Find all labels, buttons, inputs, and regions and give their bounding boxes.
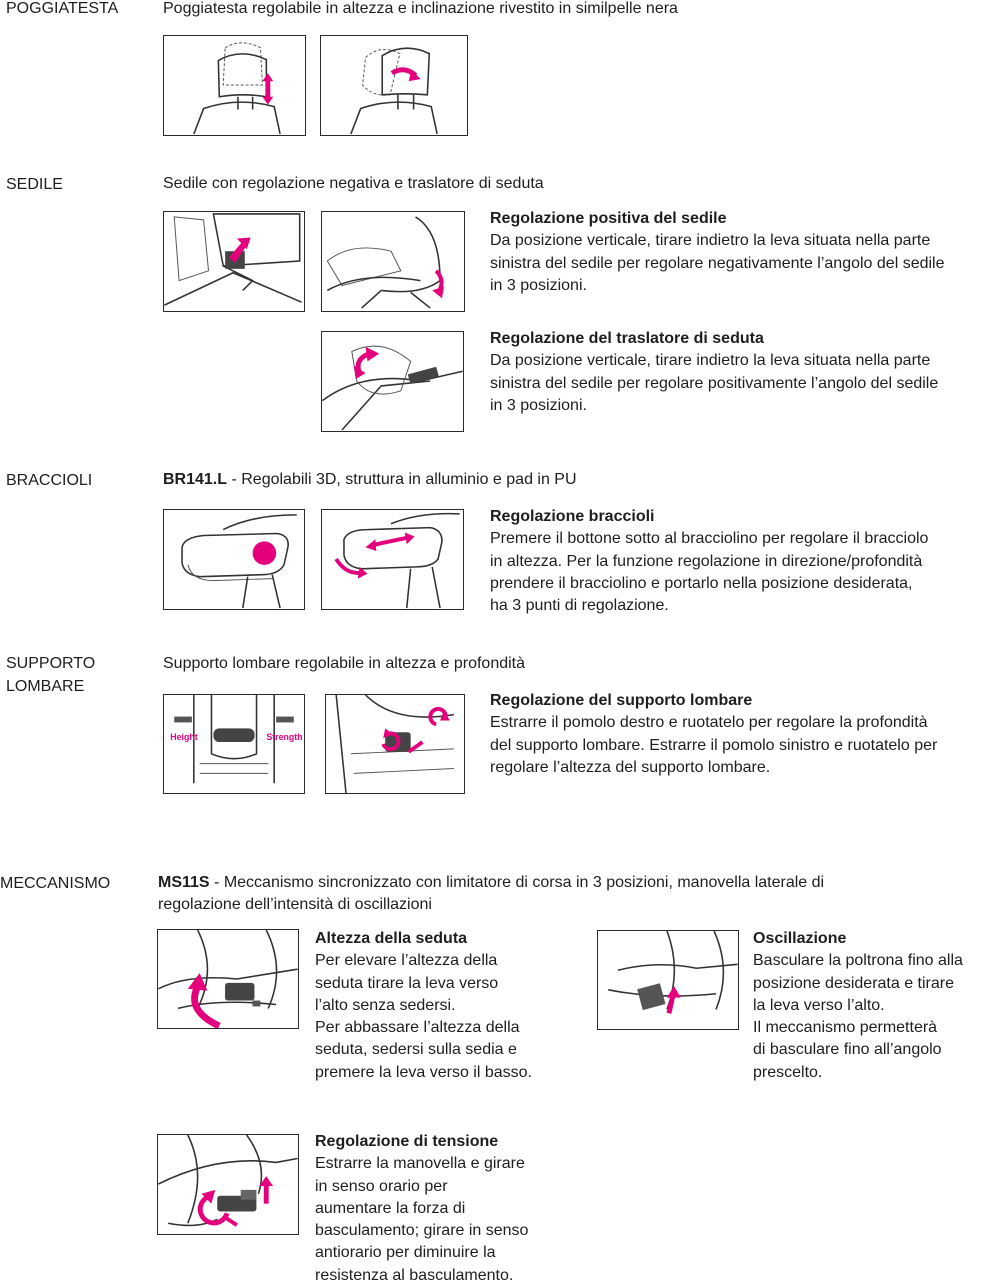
info-block-seat-height (315, 928, 532, 1084)
info-block-text: Per elevare l’altezza della seduta tirare la leva verso l’alto senza sedersi. Per abbassare l’altezza della seduta, sedersi sulla sedia e premere la leva verso il basso. (315, 952, 532, 1081)
info-block-seat-positive (490, 208, 945, 297)
info-block-oscillation (753, 928, 963, 1084)
info-block-text: Basculare la poltrona fino alla posizione desiderata e tirare la leva verso l’alto. Il meccanismo permetterà di basculare fino all’angolo prescelto. (753, 952, 963, 1081)
section-label-sedile: SEDILE (6, 176, 63, 193)
armrest-desc: - Regolabili 3D, struttura in alluminio e pad in PU (227, 471, 577, 488)
section-desc-poggiatesta: Poggiatesta regolabile in altezza e inclinazione rivestito in similpelle nera (163, 0, 678, 17)
info-block-title: Regolazione positiva del sedile (490, 210, 727, 227)
seat-lever-illustration (163, 211, 305, 312)
info-block-title: Regolazione del supporto lombare (490, 692, 753, 709)
section-desc-braccioli (163, 469, 577, 491)
seat-height-illustration (157, 929, 299, 1029)
section-label-poggiatesta: POGGIATESTA (6, 0, 119, 17)
seat-slider-illustration (321, 331, 464, 432)
section-desc-sedile: Sedile con regolazione negativa e traslatore di seduta (163, 175, 544, 192)
info-block-text: Premere il bottone sotto al bracciolino per regolare il bracciolo in altezza. Per la funzione regolazione in direzione/profondità prendere il bracciolino e portarlo nella posizione desiderata, ha 3 punti di regolazione. (490, 530, 929, 615)
info-block-title: Regolazione del traslatore di seduta (490, 330, 764, 347)
lumbar-back-illustration (163, 694, 305, 794)
section-desc-meccanismo (158, 872, 824, 916)
section-label-supporto-lombare: SUPPORTO LOMBARE (6, 655, 96, 695)
armrest-code: BR141.L (163, 471, 228, 488)
headrest-tilt-illustration (320, 35, 468, 136)
info-block-title: Regolazione di tensione (315, 1133, 499, 1150)
info-block-seat-slider (490, 328, 938, 417)
mechanism-code: MS11S (158, 874, 210, 891)
info-block-title: Oscillazione (753, 930, 847, 947)
info-block-title: Regolazione braccioli (490, 508, 655, 525)
info-block-text: Da posizione verticale, tirare indietro la leva situata nella parte sinistra del sedile per regolare positivamente l’angolo del sedile in 3 posizioni. (490, 352, 939, 414)
section-desc-supporto-lombare: Supporto lombare regolabile in altezza e profondità (163, 655, 526, 672)
strength-label: Strength (266, 732, 303, 743)
mechanism-desc: - Meccanismo sincronizzato con limitatore di corsa in 3 posizioni, manovella laterale di (209, 874, 825, 891)
info-block-armrest (490, 506, 928, 617)
headrest-height-illustration (163, 35, 306, 136)
armrest-depth-illustration (321, 509, 464, 610)
section-label-braccioli: BRACCIOLI (6, 472, 93, 489)
tilt-lock-illustration (597, 930, 739, 1030)
info-block-tension (315, 1131, 528, 1287)
lumbar-knob-illustration (325, 694, 465, 794)
info-block-title: Altezza della seduta (315, 930, 468, 947)
info-block-text: Estrarre il pomolo destro e ruotatelo per regolare la profondità del supporto lombare. Estrarre il pomolo sinistro e ruotatelo per regolare l’altezza del supporto lombare. (490, 714, 938, 776)
section-label-meccanismo: MECCANISMO (0, 875, 111, 892)
height-label: Height (170, 732, 198, 743)
info-block-text: Da posizione verticale, tirare indietro la leva situata nella parte sinistra del sedile per regolare negativamente l’angolo del sedile in 3 posizioni. (490, 232, 945, 294)
info-block-lumbar (490, 690, 937, 779)
tension-knob-illustration (157, 1134, 299, 1235)
seat-person-illustration (321, 211, 465, 312)
armrest-button-illustration (163, 509, 305, 610)
mechanism-desc-line2: regolazione dell’intensità di oscillazioni (158, 896, 432, 913)
info-block-text: Estrarre la manovella e girare in senso orario per aumentare la forza di basculamento; girare in senso antiorario per diminuire la resistenza al basculamento. (315, 1155, 529, 1284)
